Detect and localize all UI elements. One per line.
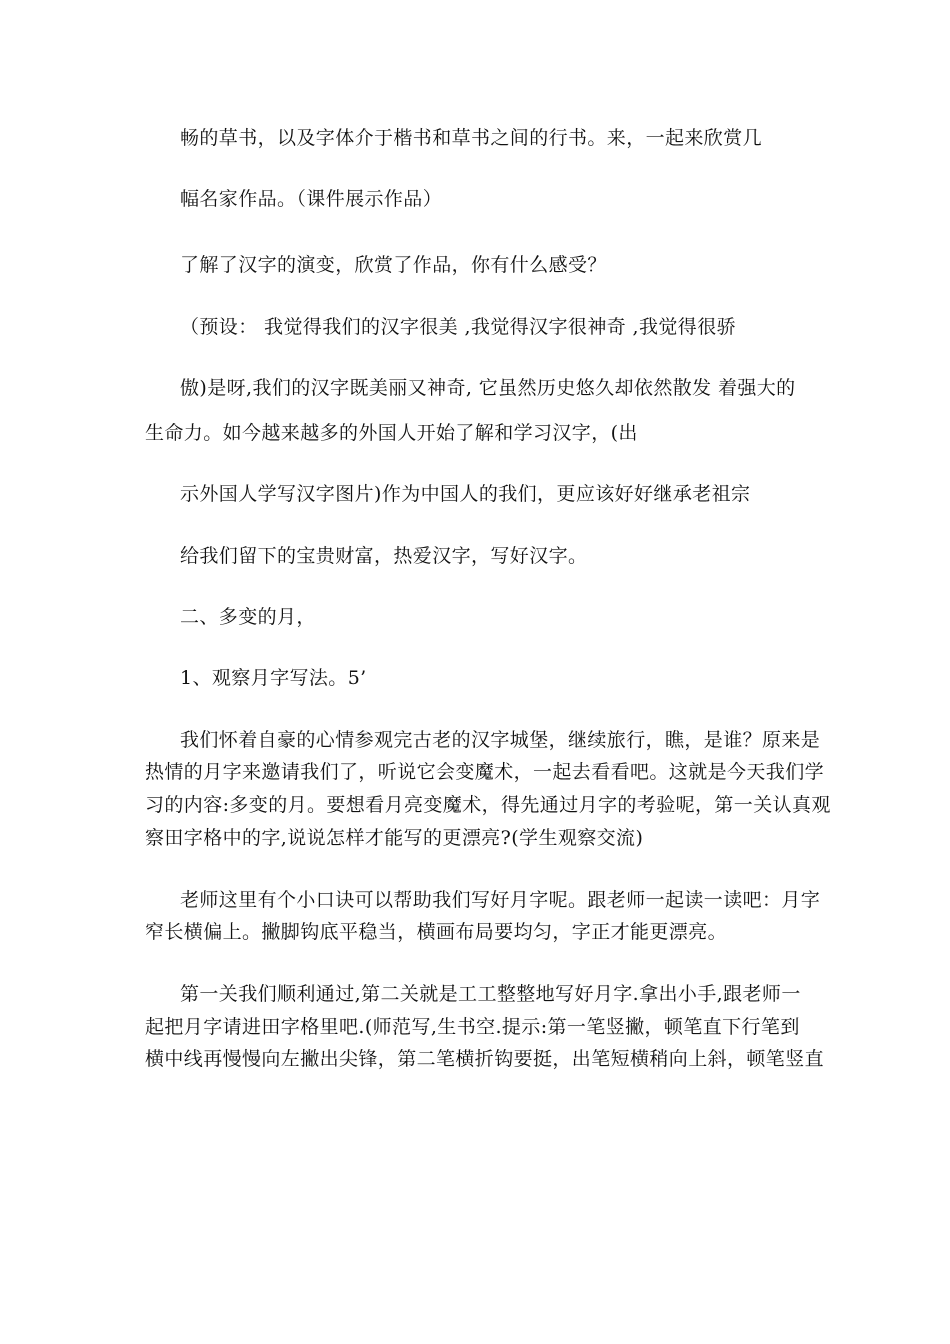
paragraph-line: 窄长横偏上。撇脚钩底平稳当，横画布局要均匀，字正才能更漂亮。	[145, 921, 728, 943]
paragraph-line: 我们怀着自豪的心情参观完古老的汉字城堡，继续旅行，瞧，是谁？原来是	[180, 729, 821, 751]
subsection-heading: 1、观察月字写法。5’	[180, 667, 367, 689]
paragraph-line: 横中线再慢慢向左撇出尖锋，第二笔横折钩要挺，出笔短横稍向上斜，顿笔竖直	[145, 1048, 825, 1070]
section-heading: 二、多变的月，	[180, 606, 316, 628]
paragraph-line: 习的内容:多变的月。要想看月亮变魔术，得先通过月字的考验呢，第一关认真观	[145, 794, 831, 816]
text-line: 生命力。如今越来越多的外国人开始了解和学习汉字，(出	[145, 422, 638, 444]
text-line: 幅名家作品。（课件展示作品）	[180, 188, 443, 210]
text-line: 畅的草书，以及字体介于楷书和草书之间的行书。来，一起来欣赏几	[180, 127, 763, 149]
text-line: 示外国人学写汉字图片)作为中国人的我们，更应该好好继承老祖宗	[180, 483, 751, 505]
paragraph-line: 老师这里有个小口诀可以帮助我们写好月字呢。跟老师一起读一读吧：月字	[180, 889, 821, 911]
text-line: 傲)是呀,我们的汉字既美丽又神奇, 它虽然历史悠久却依然散发 着强大的	[180, 377, 796, 399]
text-line: （预设： 我觉得我们的汉字很美 ,我觉得汉字很神奇 ,我觉得很骄	[180, 316, 736, 338]
text-line: 了解了汉字的演变，欣赏了作品，你有什么感受？	[180, 254, 607, 276]
paragraph-line: 第一关我们顺利通过,第二关就是工工整整地写好月字.拿出小手,跟老师一	[180, 983, 801, 1005]
paragraph-line: 热情的月字来邀请我们了，听说它会变魔术，一起去看看吧。这就是今天我们学	[145, 761, 825, 783]
paragraph-line: 起把月字请进田字格里吧.(师范写,生书空.提示:第一笔竖撇，顿笔直下行笔到	[145, 1016, 800, 1038]
paragraph-line: 察田字格中的字,说说怎样才能写的更漂亮?(学生观察交流)	[145, 827, 644, 849]
text-line: 给我们留下的宝贵财富，热爱汉字，写好汉字。	[180, 545, 588, 567]
